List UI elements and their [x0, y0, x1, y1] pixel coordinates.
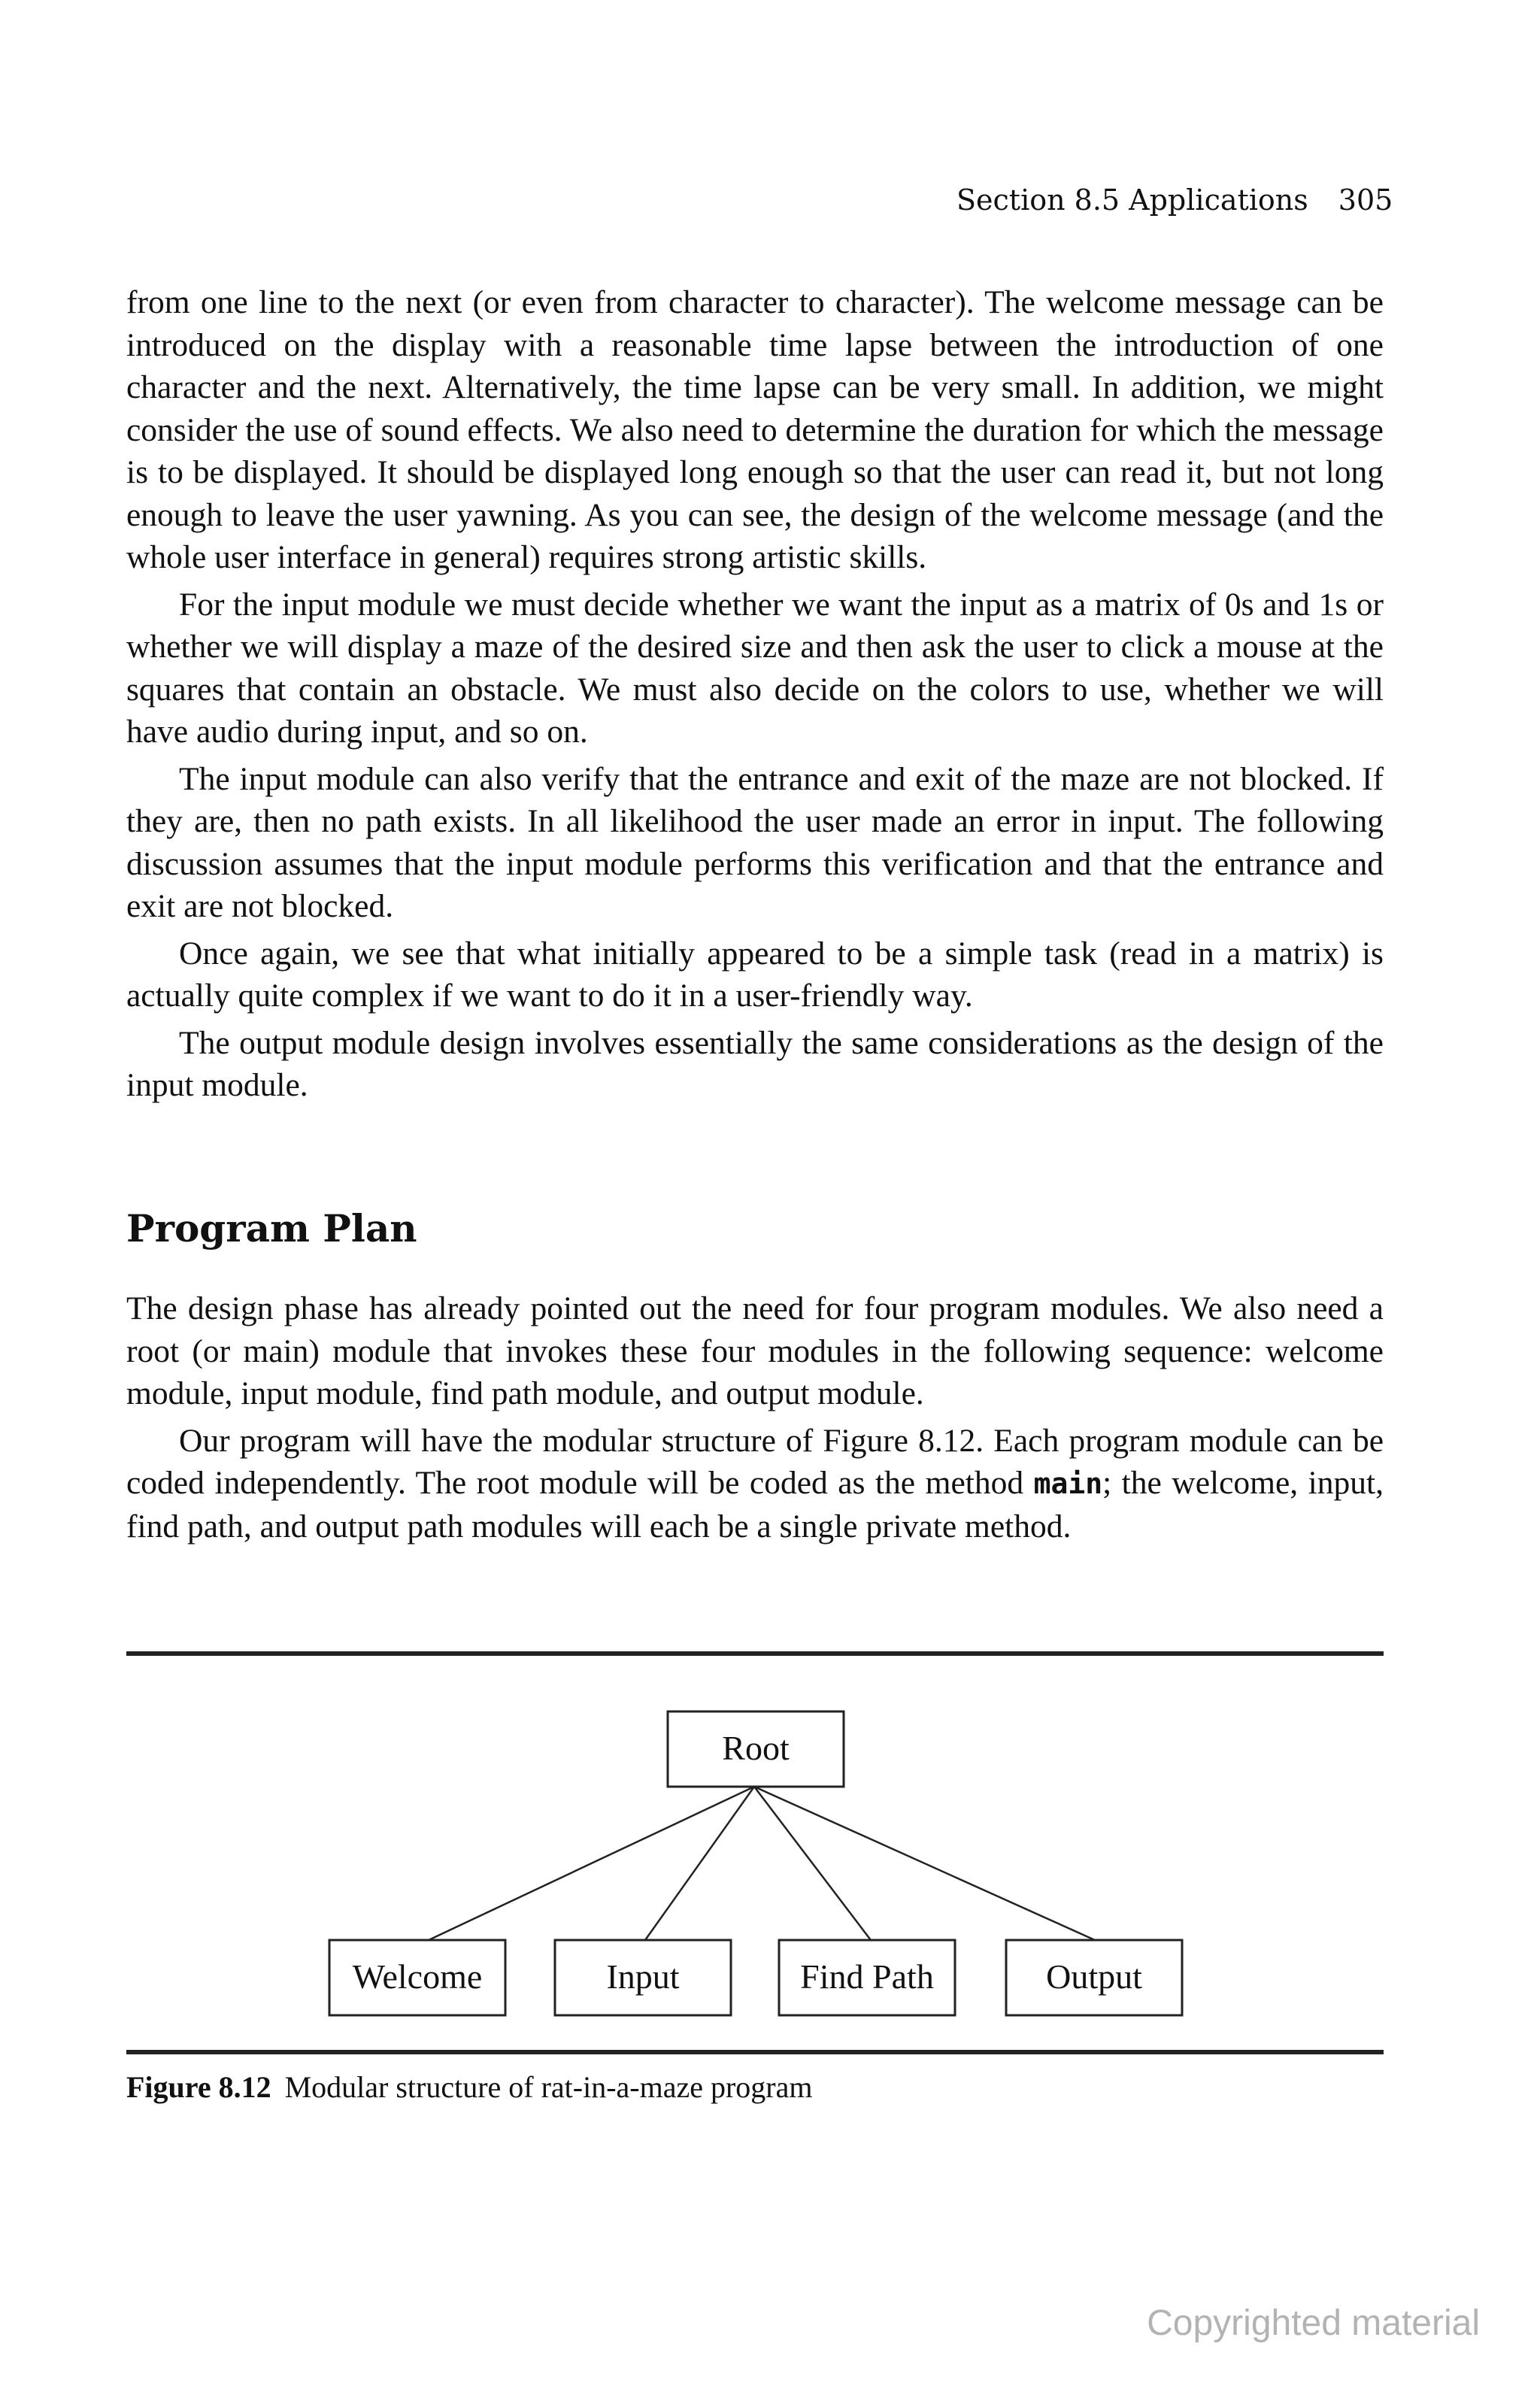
figure-number: Figure 8.12: [126, 2070, 271, 2104]
diagram-connectors: [429, 1787, 1095, 1940]
paragraph-modular-structure-start: Our program will have the modular structure of Figure 8.12. Each program module can be coded independently. The root module will be coded as the method: [126, 1422, 1384, 1501]
paragraph-continued: from one line to the next (or even from character to character). The welcome message can be introduced on the display with a reasonable time lapse between the introduction of one character and the next. Alternatively, the time lapse can be very small. In addition, we might consider the use of sound effects. We also need to determine the duration for which the message is to be displayed. It should be displayed long enough so that the user can read it, but not long enough to leave the user yawning. As you can see, the design of the welcome message (and the whole user interface in general) requires strong artistic skills.: [126, 284, 1384, 575]
section-heading: Program Plan: [126, 1206, 417, 1251]
paragraph-output-module: The output module design involves essentially the same considerations as the design of the input module.: [126, 1024, 1384, 1103]
copyright-watermark: Copyrighted material: [1147, 2303, 1480, 2343]
root-label: Root: [722, 1729, 790, 1767]
paragraph-user-friendly: Once again, we see that what initially appeared to be a simple task (read in a matrix) is actually quite complex if we want to do it in a user-friendly way.: [126, 935, 1384, 1014]
connector-root-welcome: [429, 1787, 754, 1940]
paragraph-input-module: For the input module we must decide whether we want the input as a matrix of 0s and 1s or whether we will display a maze of the desired size and then ask the user to click a mouse at the squares that contain an obstacle. We must also decide on the colors to use, whether we will have audio during input, and so on.: [126, 586, 1384, 750]
connector-root-output: [754, 1787, 1095, 1940]
input-label: Input: [606, 1957, 680, 1996]
paragraph-verify-entrance: The input module can also verify that the entrance and exit of the maze are not blocked. If they are, then no path exists. In all likelihood the user made an error in input. The following discussion assumes that the input module performs this verification and that the entrance and exit are not blocked.: [126, 760, 1384, 924]
running-head-section: Section 8.5 Applications: [956, 183, 1308, 217]
paragraph-modular-structure-end: ; the welcome, input, find path, and output path modules will each be a single private method.: [126, 1465, 1384, 1545]
connector-root-findpath: [754, 1787, 871, 1940]
figure-bottom-rule: [126, 2050, 1384, 2054]
welcome-node: [329, 1940, 505, 2015]
output-node: [1006, 1940, 1182, 2015]
root-node: [668, 1711, 844, 1787]
figure-caption-text: Modular structure of rat-in-a-maze program: [284, 2070, 813, 2104]
page-number: 305: [1338, 183, 1393, 217]
input-node: [555, 1940, 731, 2015]
code-main: main: [1033, 1467, 1103, 1500]
welcome-label: Welcome: [352, 1957, 483, 1996]
findpath-label: Find Path: [800, 1957, 934, 1996]
figure-caption: [126, 2069, 813, 2105]
findpath-node: [779, 1940, 955, 2015]
paragraph-design-phase: The design phase has already pointed out the need for four program modules. We also need a root (or main) module that invokes these four modules in the following sequence: welcome module, input module, find path module, and output module.: [126, 1290, 1384, 1411]
connector-root-input: [645, 1787, 754, 1940]
output-label: Output: [1046, 1957, 1142, 1996]
